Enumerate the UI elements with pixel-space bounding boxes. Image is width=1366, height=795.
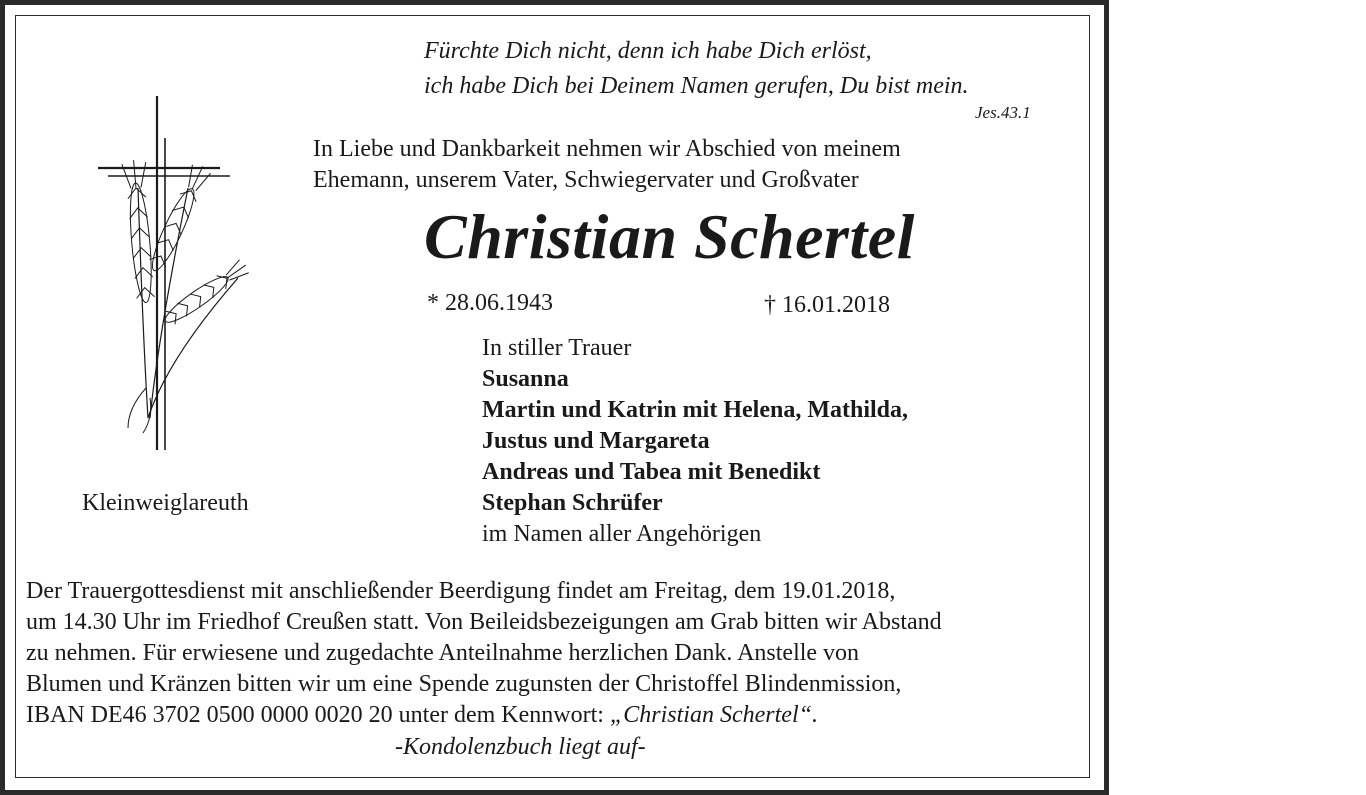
verse-line-1: Fürchte Dich nicht, denn ich habe Dich erlöst, bbox=[424, 38, 872, 64]
donation-keyword: „Christian Schertel“. bbox=[609, 702, 818, 728]
condolence-note: -Kondolenzbuch liegt auf- bbox=[395, 734, 646, 760]
service-details bbox=[26, 576, 942, 731]
death-date: † 16.01.2018 bbox=[764, 292, 890, 318]
birth-date: * 28.06.1943 bbox=[427, 290, 553, 316]
mourners-closing: im Namen aller Angehörigen bbox=[482, 521, 762, 547]
verse-reference: Jes.43.1 bbox=[975, 103, 1031, 122]
mourner-name: Stephan Schrüfer bbox=[482, 490, 663, 516]
verse-line-2: ich habe Dich bei Deinem Namen gerufen, Du bist mein. bbox=[424, 73, 969, 99]
service-line: Der Trauergottesdienst mit anschließender Beerdigung findet am Freitag, dem 19.01.2018, bbox=[26, 578, 896, 604]
service-line: um 14.30 Uhr im Friedhof Creußen statt. Von Beileidsbezeigungen am Grab bitten wir Abstand bbox=[26, 609, 942, 635]
service-line: Blumen und Kränzen bitten wir um eine Spende zugunsten der Christoffel Blindenmission, bbox=[26, 671, 902, 697]
mourner-name: Martin und Katrin mit Helena, Mathilda, bbox=[482, 397, 908, 423]
intro-line-2: Ehemann, unserem Vater, Schwiegervater und Großvater bbox=[313, 167, 859, 193]
mourner-name: Justus und Margareta bbox=[482, 428, 710, 454]
mourners-intro: In stiller Trauer bbox=[482, 335, 632, 361]
iban-text: IBAN DE46 3702 0500 0000 0020 20 unter dem Kennwort: bbox=[26, 702, 610, 728]
location-label: Kleinweiglareuth bbox=[82, 490, 249, 516]
mourner-name: Susanna bbox=[482, 366, 569, 392]
cross-with-wheat-icon bbox=[88, 88, 268, 458]
deceased-name: Christian Schertel bbox=[424, 201, 915, 272]
intro-line-1: In Liebe und Dankbarkeit nehmen wir Abschied von meinem bbox=[313, 136, 901, 162]
service-line: zu nehmen. Für erwiesene und zugedachte Anteilnahme herzlichen Dank. Anstelle von bbox=[26, 640, 860, 666]
mourners-block bbox=[482, 333, 908, 550]
mourner-name: Andreas und Tabea mit Benedikt bbox=[482, 459, 821, 485]
iban-line bbox=[26, 700, 942, 731]
